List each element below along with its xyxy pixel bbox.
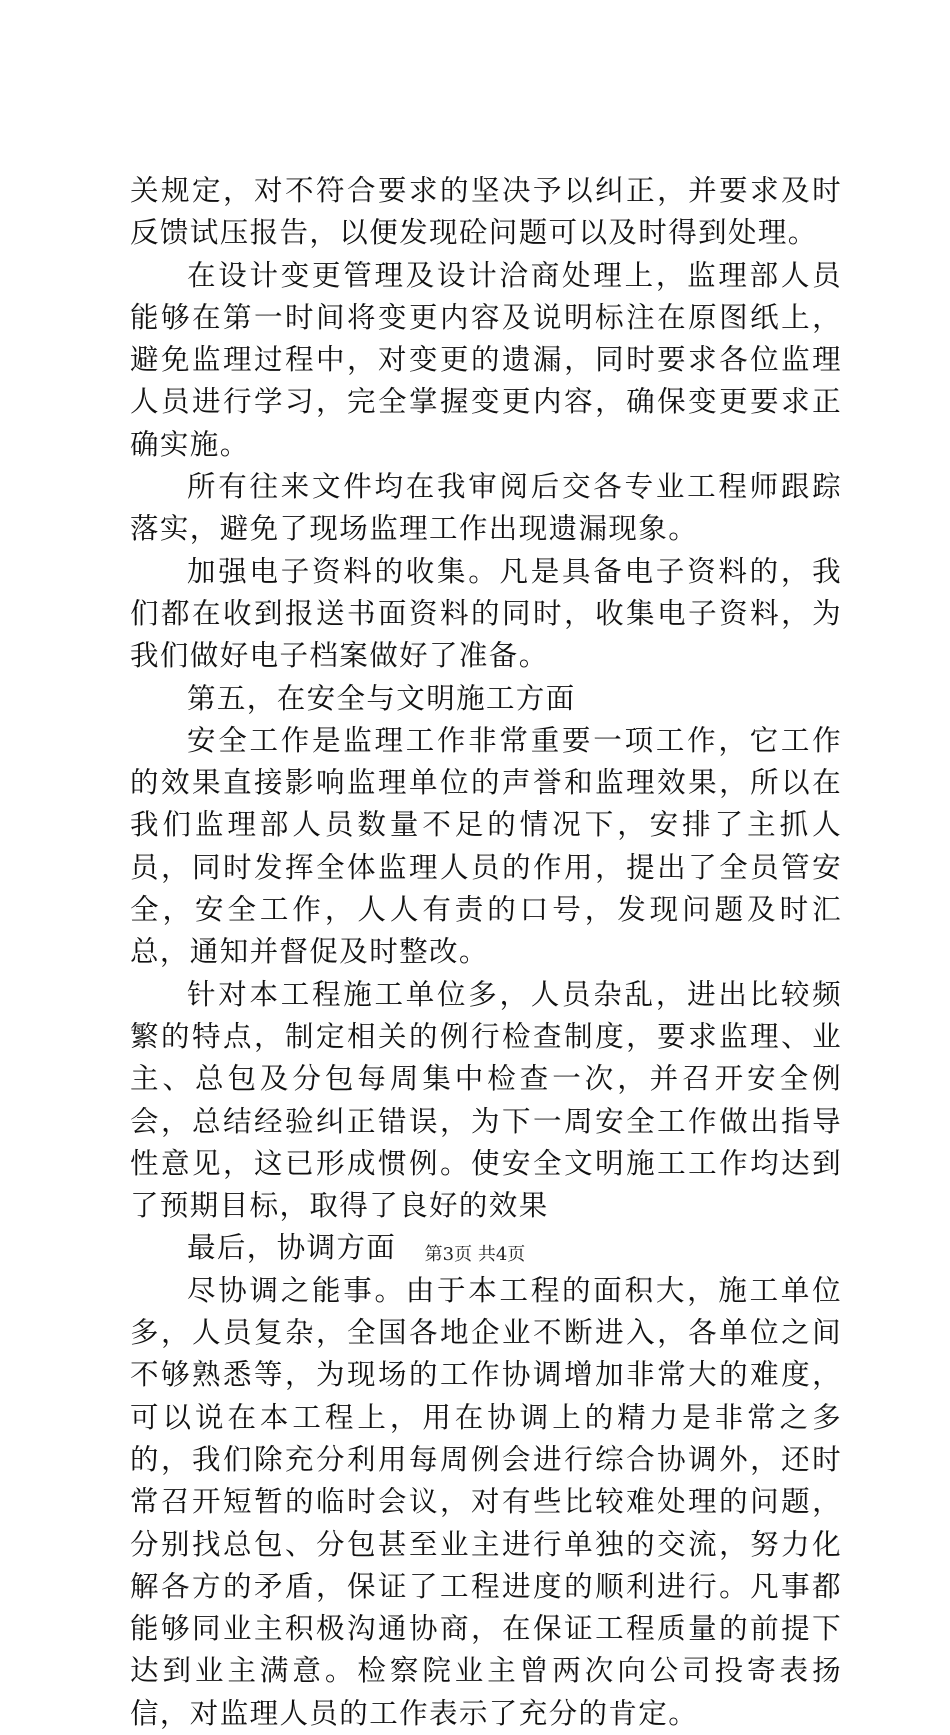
paragraph-9: 尽协调之能事。由于本工程的面积大，施工单位多，人员复杂，全国各地企业不断进入，各单位之间不够熟悉等，为现场的工作协调增加非常大的难度，可以说在本工程上，用在协调上的精力是非常之多的，我们除充分利用每周例会进行综合协调外，还时常召开短暂的临时会议，对有些比较难处理的问题，分别找总包、分包甚至业主进行单独的交流，努力化解各方的矛盾，保证了工程进度的顺利进行。凡事都能够同业主积极沟通协商，在保证工程质量的前提下达到业主满意。检察院业主曾两次向公司投寄表扬信，对监理人员的工作表示了充分的肯定。 bbox=[130, 1273, 842, 1730]
paragraph-6: 安全工作是监理工作非常重要一项工作，它工作的效果直接影响监理单位的声誉和监理效果，所以在我们监理部人员数量不足的情况下，安排了主抓人员，同时发挥全体监理人员的作用，提出了全员管安全，安全工作，人人有责的口号，发现问题及时汇总，通知并督促及时整改。 bbox=[130, 723, 842, 969]
section-heading-safety: 第五，在安全与文明施工方面 bbox=[187, 681, 576, 715]
paragraph-4: 加强电子资料的收集。凡是具备电子资料的，我们都在收到报送书面资料的同时，收集电子资料，为我们做好电子档案做好了准备。 bbox=[130, 554, 842, 673]
paragraph-1: 关规定，对不符合要求的坚决予以纠正，并要求及时反馈试压报告，以便发现砼问题可以及时得到处理。 bbox=[130, 174, 842, 250]
document-body bbox=[130, 170, 842, 1735]
paragraph-3: 所有往来文件均在我审阅后交各专业工程师跟踪落实，避免了现场监理工作出现遗漏现象。 bbox=[130, 470, 842, 546]
paragraph-7: 针对本工程施工单位多，人员杂乱，进出比较频繁的特点，制定相关的例行检查制度，要求监理、业主、总包及分包每周集中检查一次，并召开安全例会，总结经验纠正错误，为下一周安全工作做出指导性意见，这已形成惯例。使安全文明施工工作均达到了预期目标，取得了良好的效果 bbox=[130, 977, 842, 1223]
page-number-footer: 第3页 共4页 bbox=[424, 1244, 526, 1265]
section-heading-coordination: 最后，协调方面 bbox=[187, 1231, 397, 1265]
paragraph-2: 在设计变更管理及设计洽商处理上，监理部人员能够在第一时间将变更内容及说明标注在原图纸上，避免监理过程中，对变更的遗漏，同时要求各位监理人员进行学习，完全掌握变更内容，确保变更要求正确实施。 bbox=[130, 258, 842, 461]
